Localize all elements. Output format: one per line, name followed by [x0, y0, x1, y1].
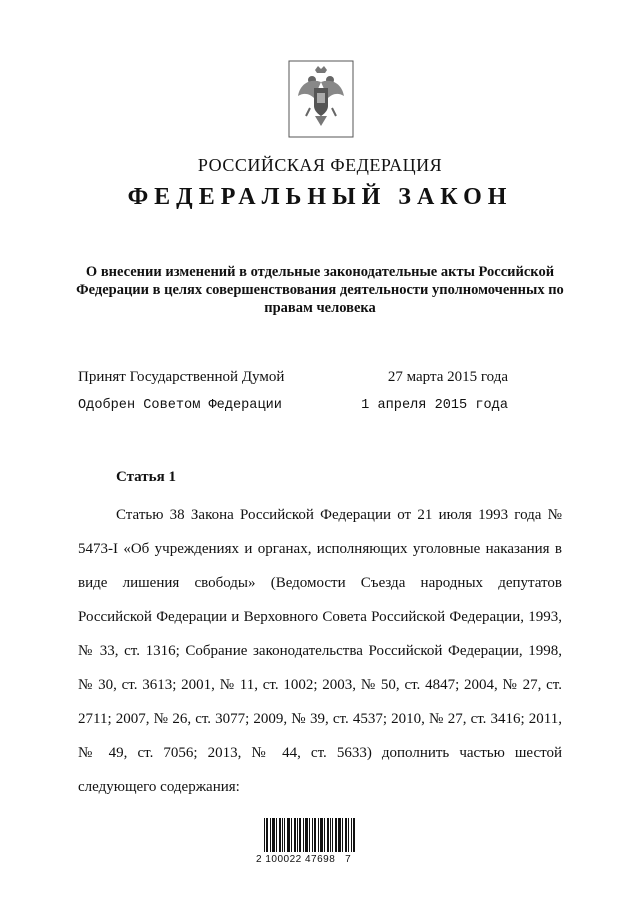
article-body — [78, 498, 562, 804]
barcode-number: 2 100022 47698 7 — [256, 854, 352, 865]
article-heading: Статья 1 — [116, 469, 176, 485]
country-name: РОССИЙСКАЯ ФЕДЕРАЦИЯ — [197, 155, 443, 175]
adoption-label: Принят Государственной Думой — [78, 369, 285, 385]
adoption-row-council — [78, 398, 508, 413]
article-paragraph: Статью 38 Закона Российской Федерации от 21 июля 1993 года № 5473-I «Об учреждениях и органах, исполняющих уголовные наказания в виде лишения свободы» (Ведомости Съезда народных депутатов Российской Федерации и Верховного Совета Российской Федерации, 1993, № 33, ст. 1316; Собрание законодательства Российской Федерации, 1998, № 30, ст. 3613; 2001, № 11, ст. 1002; 2003, № 50, ст. 4847; 2004, № 27, ст. 2711; 2007, № 26, ст. 3077; 2009, № 39, ст. 4537; 2010, № 27, ст. 3416; 2011, № 49, ст. 7056; 2013, № 44, ст. 5633) дополнить частью шестой следующего содержания: — [78, 507, 562, 795]
adoption-date: 27 марта 2015 года — [387, 369, 508, 385]
law-title: О внесении изменений в отдельные законодательные акты Российской Федерации в целях совершенствования деятельности уполномоченных по правам человека — [76, 264, 564, 316]
adoption-row-duma — [78, 369, 508, 386]
coat-of-arms-icon — [288, 60, 354, 138]
document-type: ФЕДЕРАЛЬНЫЙ ЗАКОН — [127, 184, 513, 210]
adoption-date: 1 апреля 2015 года — [361, 398, 508, 413]
adoption-label: Одобрен Советом Федерации — [78, 398, 282, 413]
barcode-icon — [256, 818, 366, 852]
